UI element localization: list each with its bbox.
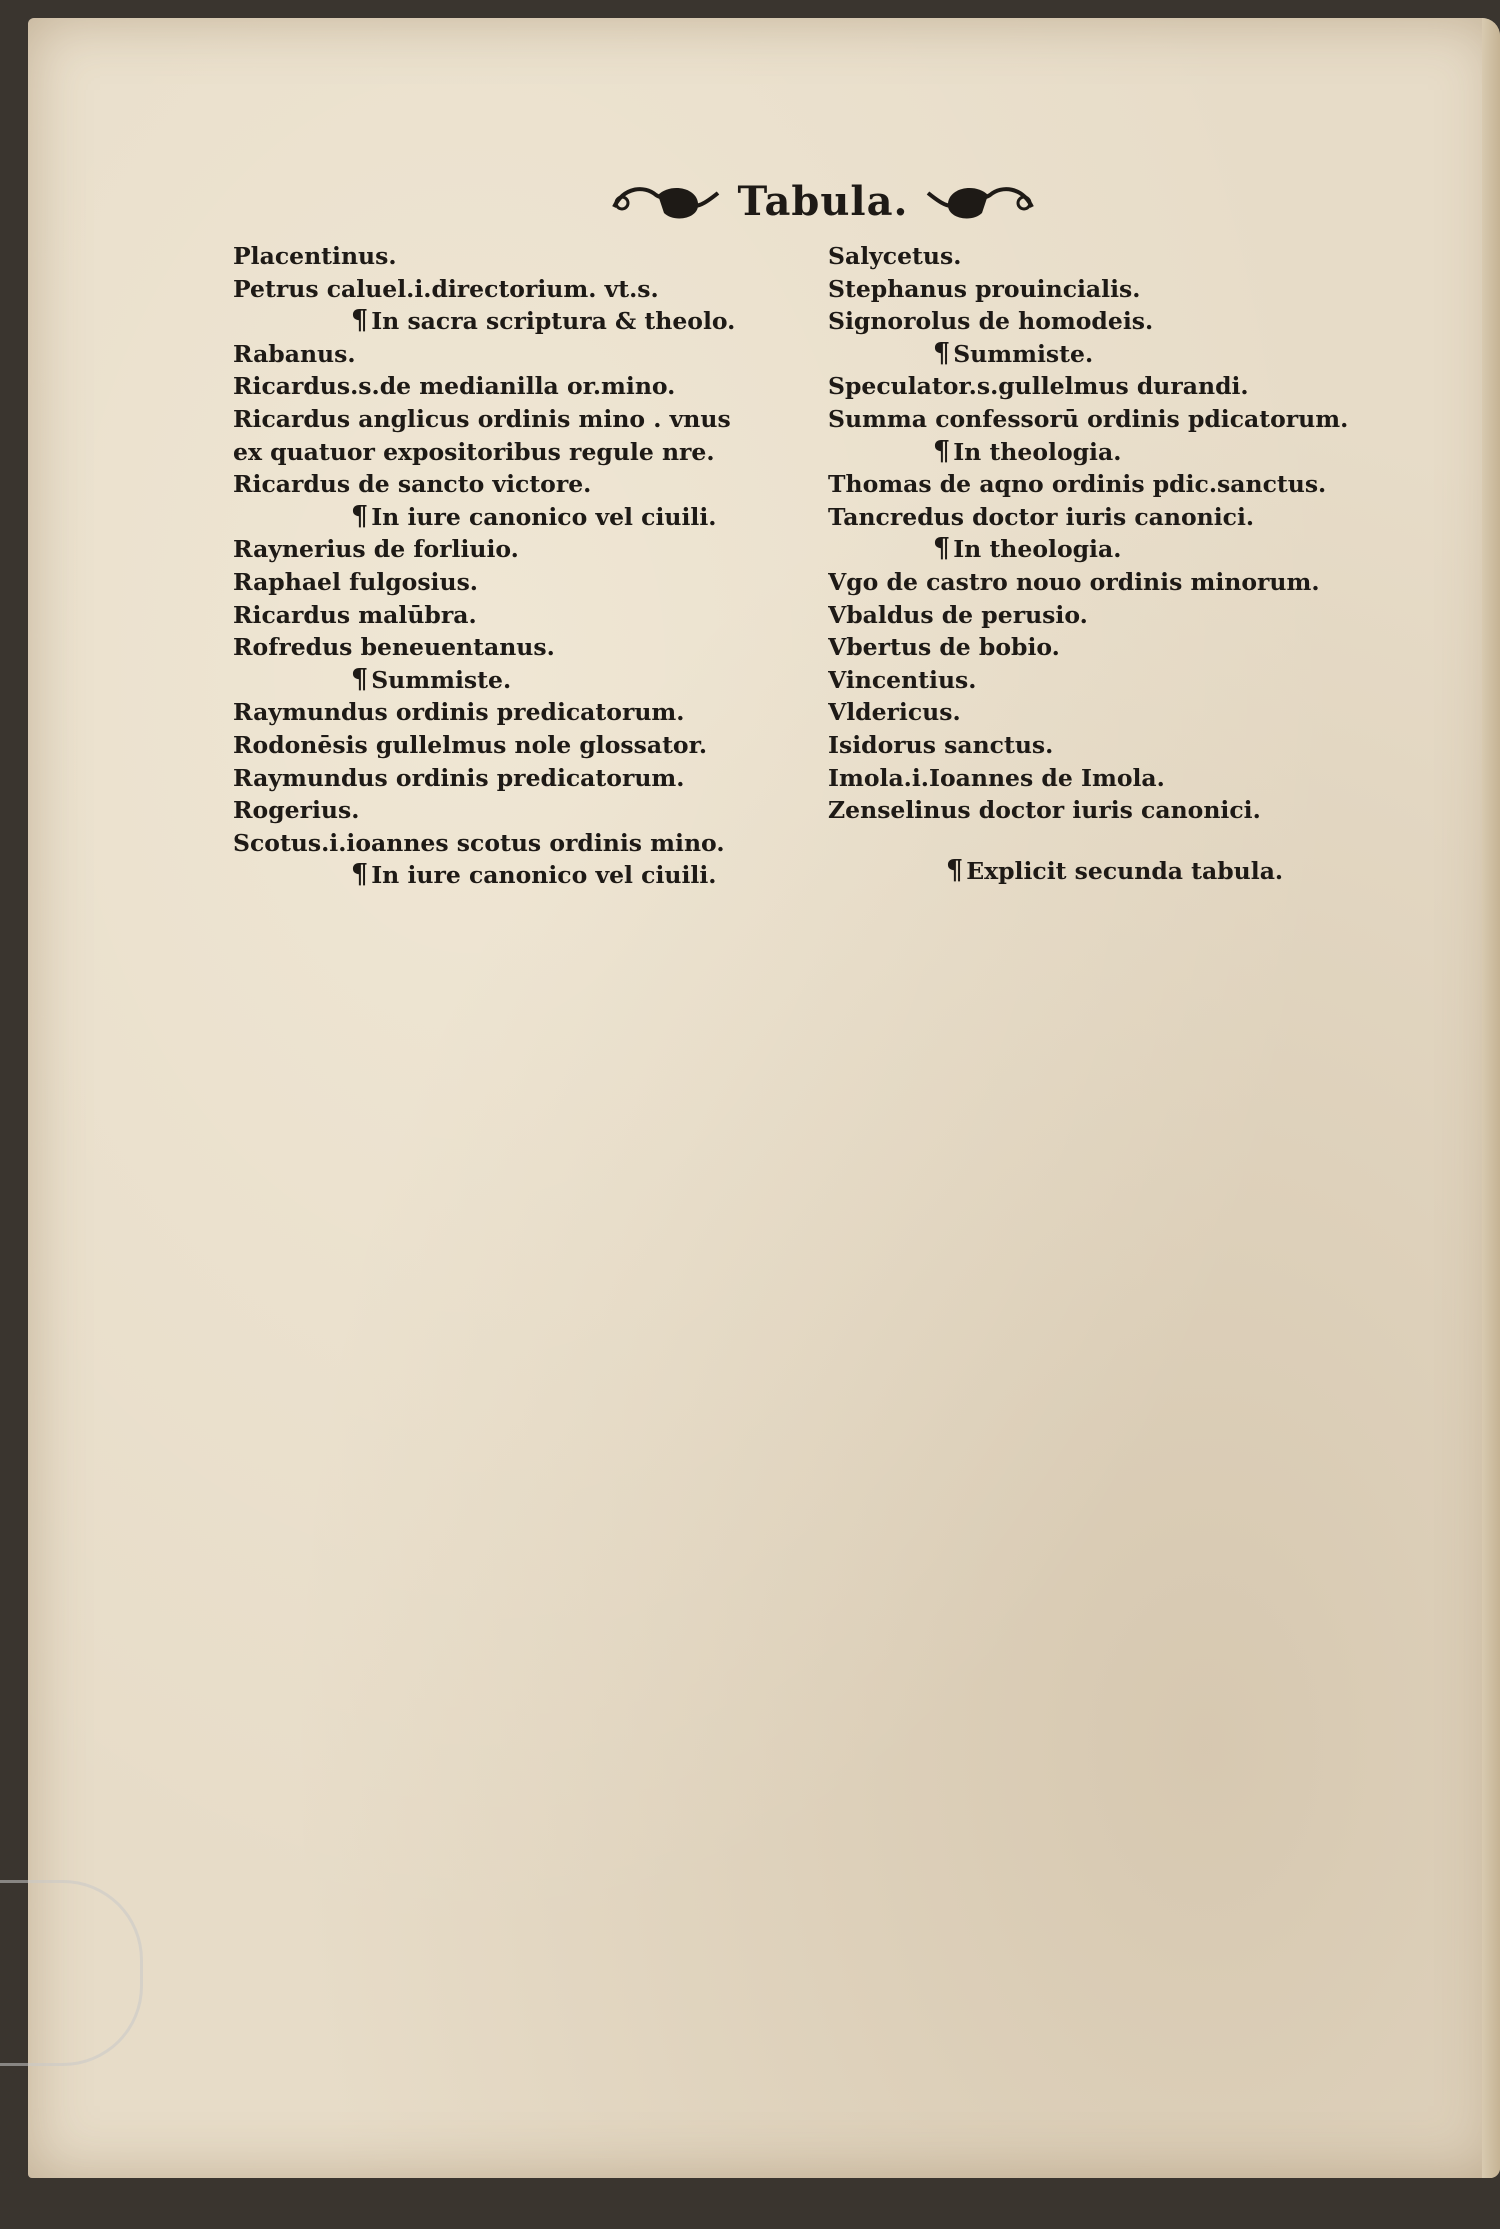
left-line-text: Petrus caluel.i.directorium. vt.s. <box>233 274 659 303</box>
left-entry <box>233 468 833 501</box>
left-line-text: Raymundus ordinis predicatorum. <box>233 763 685 792</box>
right-entry <box>828 305 1388 338</box>
left-entry <box>233 533 833 566</box>
left-entry <box>233 240 833 273</box>
pilcrow-icon: ¶ <box>933 337 951 369</box>
left-line-text: Rabanus. <box>233 339 356 368</box>
right-line-text: Signorolus de homodeis. <box>828 307 1154 336</box>
left-entry <box>233 696 833 729</box>
left-line-text: Rogerius. <box>233 796 360 825</box>
left-column <box>233 240 833 892</box>
left-line-text: In sacra scriptura & theolo. <box>371 307 736 336</box>
right-line-text: Salycetus. <box>828 242 962 270</box>
right-entry <box>828 468 1388 501</box>
right-line-text: Isidorus sanctus. <box>828 730 1054 759</box>
page-clip <box>0 1880 143 2066</box>
left-entry <box>233 631 833 664</box>
left-line-text: In iure canonico vel ciuili. <box>371 861 717 890</box>
right-line-text: Stephanus prouincialis. <box>828 274 1141 303</box>
right-line-text: Vgo de castro nouo ordinis minorum. <box>828 567 1320 596</box>
left-section-heading <box>233 305 833 338</box>
page-header <box>588 166 1058 236</box>
right-entry <box>828 599 1388 632</box>
right-entry <box>828 566 1388 599</box>
right-line-text: Vldericus. <box>828 698 961 727</box>
left-entry <box>233 827 833 860</box>
left-section-heading <box>233 859 833 892</box>
right-fleuron-icon <box>922 173 1042 229</box>
pilcrow-icon: ¶ <box>946 854 964 886</box>
pilcrow-icon: ¶ <box>351 500 369 532</box>
right-line-text: Vbertus de bobio. <box>828 633 1060 662</box>
left-line-text: ex quatuor expositoribus regule nre. <box>233 437 715 466</box>
page-title: Tabula. <box>737 177 909 225</box>
left-line-text: Ricardus.s.de medianilla or.mino. <box>233 372 676 401</box>
left-line-text: Summiste. <box>371 665 512 694</box>
left-entry <box>233 599 833 632</box>
left-fleuron-icon <box>604 173 724 229</box>
left-entry <box>233 273 833 306</box>
show-through-text <box>818 858 1378 2178</box>
left-line-text: In iure canonico vel ciuili. <box>371 502 717 531</box>
right-entry <box>828 273 1388 306</box>
explicit-line <box>828 855 1388 888</box>
right-section-heading <box>828 533 1388 566</box>
pilcrow-icon: ¶ <box>351 305 369 337</box>
left-entry <box>233 566 833 599</box>
left-section-heading <box>233 501 833 534</box>
pilcrow-icon: ¶ <box>933 533 951 565</box>
right-entry <box>828 762 1388 795</box>
left-line-text: Raynerius de forliuio. <box>233 535 519 564</box>
right-entry <box>828 631 1388 664</box>
right-line-text: Zenselinus doctor iuris canonici. <box>828 796 1261 825</box>
left-line-text: Scotus.i.ioannes scotus ordinis mino. <box>233 828 725 857</box>
right-section-heading <box>828 338 1388 371</box>
right-entry <box>828 664 1388 697</box>
left-entry <box>233 729 833 762</box>
left-line-text: Rodonēsis gullelmus nole glossator. <box>233 730 708 759</box>
pilcrow-icon: ¶ <box>351 859 369 891</box>
left-line-text: Ricardus de sancto victore. <box>233 470 592 499</box>
explicit-text: Explicit secunda tabula. <box>966 856 1284 885</box>
right-line-text: Thomas de aqno ordinis pdic.sanctus. <box>828 470 1327 499</box>
left-entry <box>233 436 833 469</box>
left-section-heading <box>233 664 833 697</box>
left-entry <box>233 762 833 795</box>
right-line-text: In theologia. <box>953 535 1122 564</box>
pilcrow-icon: ¶ <box>933 435 951 467</box>
right-line-text: Tancredus doctor iuris canonici. <box>828 502 1255 531</box>
left-entry <box>233 403 833 436</box>
right-entry <box>828 794 1388 827</box>
book-page <box>28 18 1500 2178</box>
right-entry <box>828 370 1388 403</box>
right-line-text: Summiste. <box>953 339 1094 368</box>
right-entry <box>828 501 1388 534</box>
right-entry <box>828 696 1388 729</box>
left-line-text: Ricardus anglicus ordinis mino . vnus <box>233 404 731 433</box>
right-line-text: In theologia. <box>953 437 1122 466</box>
left-entry <box>233 794 833 827</box>
right-line-text: Speculator.s.gullelmus durandi. <box>828 372 1249 401</box>
right-entry <box>828 403 1388 436</box>
page-edge <box>1482 18 1500 2178</box>
pilcrow-icon: ¶ <box>351 663 369 695</box>
right-line-text: Vbaldus de perusio. <box>828 600 1088 629</box>
left-line-text: Raymundus ordinis predicatorum. <box>233 698 685 727</box>
right-entry <box>828 729 1388 762</box>
right-line-text: Vincentius. <box>828 665 977 694</box>
right-column <box>828 240 1388 887</box>
left-line-text: Rofredus beneuentanus. <box>233 633 555 662</box>
right-line-text: Imola.i.Ioannes de Imola. <box>828 763 1165 792</box>
right-entry <box>828 240 1388 273</box>
left-entry <box>233 370 833 403</box>
left-entry <box>233 338 833 371</box>
right-section-heading <box>828 436 1388 469</box>
left-line-text: Placentinus. <box>233 242 397 270</box>
right-line-text: Summa confessorū ordinis pdicatorum. <box>828 404 1349 433</box>
left-line-text: Raphael fulgosius. <box>233 567 478 596</box>
left-line-text: Ricardus malūbra. <box>233 600 477 629</box>
